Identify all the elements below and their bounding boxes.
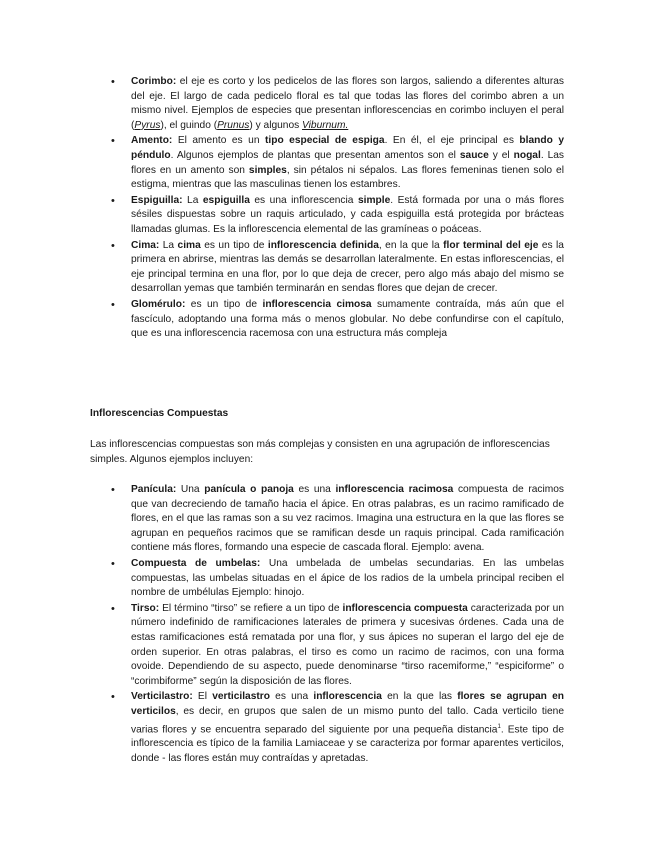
link-prunus[interactable]: Prunus [217,119,250,131]
list-item-espiguilla: • Espiguilla: La espiguilla es una inflorescencia simple. Está formada por una o más flores sésiles dispuestas sobre un raquis articulado, y cada espiguilla está protegida por brácteas llamadas glumas. Es la inflorescencia elemental de las gramíneas o poáceas. [111,194,564,238]
list-item-amento: • Amento: El amento es un tipo especial de espiga. En él, el eje principal es blando y péndulo. Algunos ejemplos de plantas que presentan amentos son el sauce y el nogal. Las flores en un amento son simples, sin pétalos ni sépalos. Las flores femeninas tienen solo el estigma, mientras que las masculinas tienen los estambres. [111,134,564,192]
intro-paragraph: Las inflorescencias compuestas son más complejas y consisten en una agrupación de inflorescencias simples. Algunos ejemplos incluyen: [90,439,550,465]
section-heading: Inflorescencias Compuestas [90,408,229,419]
list-item-panicula: • Panícula: Una panícula o panoja es una inflorescencia racimosa compuesta de racimos que van decreciendo de tamaño hacia el ápice. En otras palabras, es un racimo ramificado de flores, en el que las ramas son a su vez racimos. Imagina una estructura en la que las flores se agrupan en pequeños racimos que se ramifican desde un raquis principal. Cada ramificación contiene más flores, formando una especie de cascada floral. Ejemplo: avena. [111,483,564,556]
list-item-compuesta-umbelas: • Compuesta de umbelas: Una umbelada de umbelas secundarias. En las umbelas compuestas, las umbelas situadas en el ápice de los radios de la umbela principal reciben el nombre de umbélulas Ejemplo: hinojo. [111,557,564,601]
list-item-cima: • Cima: La cima es un tipo de inflorescencia definida, en la que la flor terminal del eje es la primera en abrirse, mientras las demás se desarrollan lateralmente. En estas inflorescencias, el eje principal termina en una flor, por lo que deja de crecer, pero algo más abajo del mismo se desarrollan yemas que también terminarán en sendas flores que dejan de crecer. [111,239,564,297]
footnote-marker[interactable]: 1 [497,723,501,730]
link-pyrus[interactable]: Pyrus [134,119,161,131]
link-viburnum[interactable]: Viburnum. [302,119,349,131]
list-item-verticilastro: • Verticilastro: El verticilastro es una inflorescencia en la que las flores se agrupan en verticilos, es decir, en grupos que salen de un mismo punto del tallo. Cada verticilo tiene varias flores y se encuentra separado del siguiente por una pequeña distancia$^1$. Este tipo de inflorescencia es típico de la familia Lamiaceae y se caracteriza por formar aparentes verticilos, donde - las flores están muy contraídas y apretadas. [111,690,564,766]
compound-inflorescence-list [111,483,564,768]
list-item-glomerulo: • Glomérulo: es un tipo de inflorescencia cimosa sumamente contraída, más aún que el fascículo, adoptando una forma más o menos globular. No debe confundirse con el capítulo, que es una inflorescencia racemosa con una estructura más compleja [111,298,564,342]
list-item-tirso: • Tirso: El término “tirso” se refiere a un tipo de inflorescencia compuesta caracterizada por un número indefinido de ramificaciones laterales de primera y sucesivas órdenes. Cada una de estas ramificaciones está rematada por una flor, y sus ápices no superan el largo del eje de orden superior. En otras palabras, el tirso es como un racimo de racimos, con una forma ovoide. Dependiendo de su aspecto, puede denominarse “tirso racemiforme,” “espiciforme” o “corimbiforme” según la disposición de las flores. [111,602,564,690]
list-item-corimbo: • Corimbo: el eje es corto y los pedicelos de las flores son largos, saliendo a diferentes alturas del eje. El largo de cada pedicelo floral es tal que todas las flores del corimbo abren a un mismo nivel. Ejemplos de especies que presentan inflorescencias en corimbo incluyen el peral (Pyrus), el guindo (Prunus) y algunos Viburnum. [111,75,564,133]
simple-inflorescence-list [111,75,564,343]
